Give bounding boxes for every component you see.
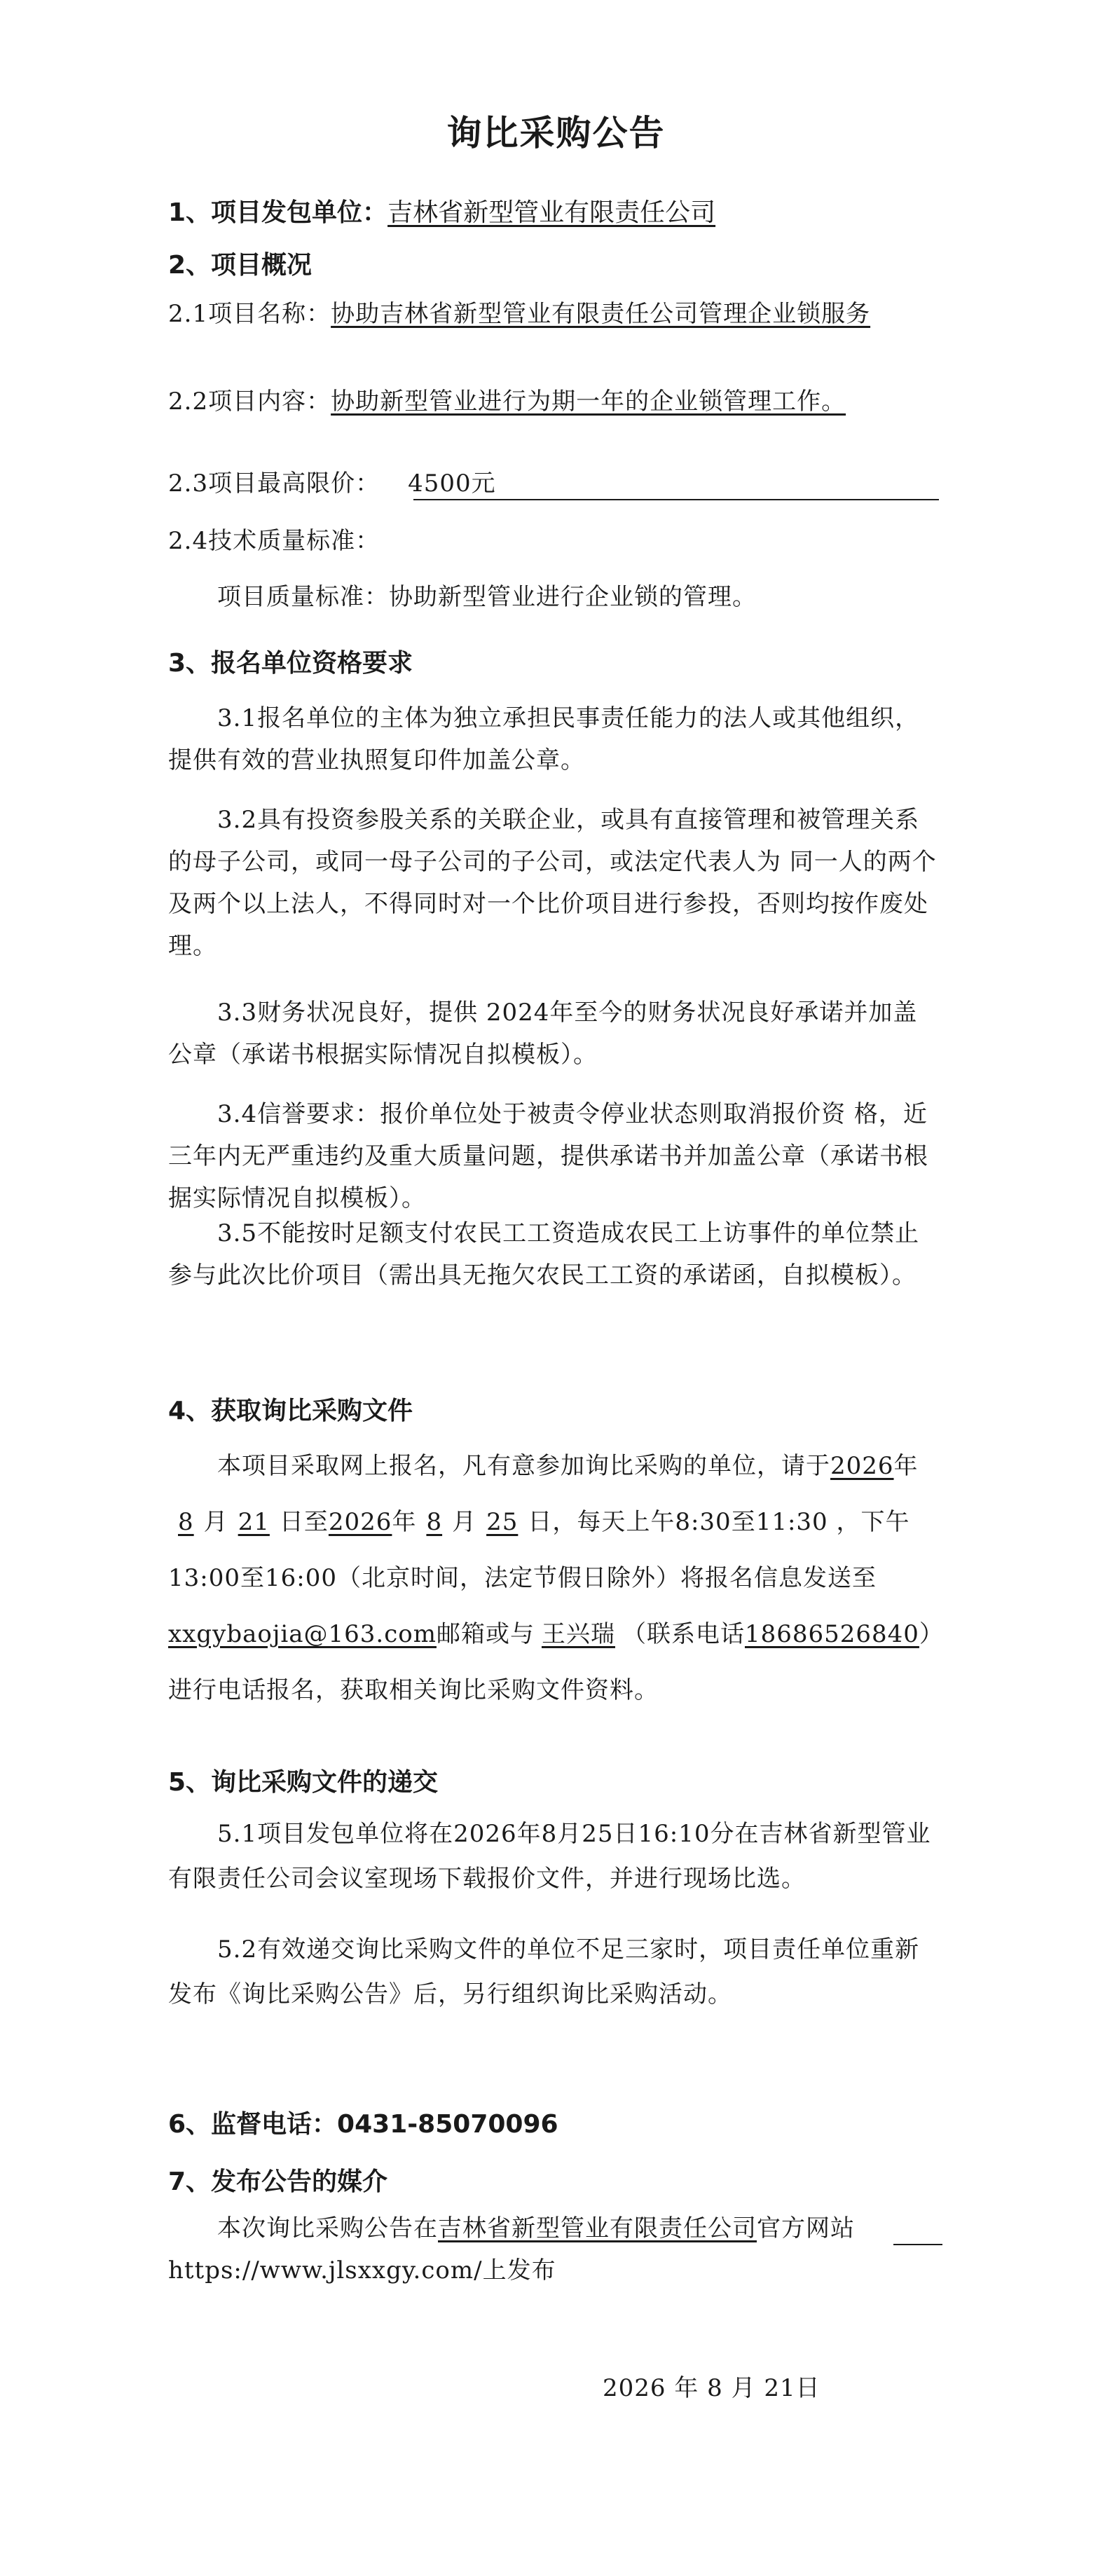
obtain-text-7: 日，每天上午8:30至11:30 ，下午13:00至16:00（北京时间，法定节假日除外）将报名信息发送至 <box>168 1508 910 1592</box>
obtain-docs-paragraph <box>168 1438 939 1718</box>
project-content-label: 2.2项目内容： <box>168 388 331 416</box>
end-month: 8 <box>426 1508 443 1536</box>
section-2-heading: 2、项目概况 <box>168 251 313 280</box>
end-year: 2026 <box>328 1508 392 1536</box>
tech-standard-text: 项目质量标准：协助新型管业进行企业锁的管理。 <box>217 583 757 611</box>
notice-date: 2026 年 8 月 21日 <box>603 2374 821 2402</box>
price-underline <box>413 499 939 500</box>
project-price-label: 2.3项目最高限价： <box>168 470 380 498</box>
qualification-3-5: 3.5不能按时足额支付农民工工资造成农民工上访事件的单位禁止参与此次比价项目（需出具无拖欠农民工工资的承诺函，自拟模板）。 <box>168 1219 920 1289</box>
qualification-3-3: 3.3财务状况良好，提供 2024年至今的财务状况良好承诺并加盖公章（承诺书根据实际情况自拟模板）。 <box>168 999 918 1069</box>
qualification-3-2: 3.2具有投资参股关系的关联企业，或具有直接管理和被管理关系的母子公司，或同一母子公司的子公司，或法定代表人为 同一人的两个及两个以上法人，不得同时对一个比价项目进行参投，否则均按作废处理。 <box>168 806 937 960</box>
obtain-text-10: ）进行电话报名，获取相关询比采购文件资料。 <box>168 1620 932 1704</box>
submission-5-1: 5.1项目发包单位将在2026年8月25日16:10分在吉林省新型管业有限责任公司会议室现场下载报价文件，并进行现场比选。 <box>168 1820 931 1893</box>
contracting-unit-value: 吉林省新型管业有限责任公司 <box>387 198 716 227</box>
section-5-heading: 5、询比采购文件的递交 <box>168 1768 439 1797</box>
obtain-text-4: 日至 <box>279 1508 329 1536</box>
media-company: 吉林省新型管业有限责任公司 <box>438 2214 757 2242</box>
section-6-supervision-phone: 6、监督电话：0431-85070096 <box>168 2110 558 2139</box>
media-text-1: 本次询比采购公告在 <box>217 2214 438 2242</box>
project-price-line <box>168 463 939 505</box>
start-year: 2026 <box>830 1452 894 1480</box>
obtain-text-2: 年 <box>893 1452 919 1480</box>
section-7-heading: 7、发布公告的媒介 <box>168 2167 388 2196</box>
obtain-text-1: 本项目采取网上报名，凡有意参加询比采购的单位，请于 <box>217 1452 830 1480</box>
publication-media-paragraph <box>168 2207 939 2291</box>
contact-phone: 18686526840 <box>744 1620 919 1648</box>
section-1-line <box>168 193 715 228</box>
start-month: 8 <box>178 1508 194 1536</box>
project-content-value: 协助新型管业进行为期一年的企业锁管理工作。 <box>331 388 846 416</box>
qualification-3-4: 3.4信誉要求：报价单位处于被责令停业状态则取消报价资 格，近三年内无严重违约及重大质量问题，提供承诺书并加盖公章（承诺书根据实际情况自拟模板）。 <box>168 1100 928 1212</box>
submission-5-2: 5.2有效递交询比采购文件的单位不足三家时，项目责任单位重新发布《询比采购公告》后，另行组织询比采购活动。 <box>168 1936 920 2008</box>
section-4-heading: 4、获取询比采购文件 <box>168 1397 413 1425</box>
section-1-label: 1、项目发包单位： <box>168 198 388 227</box>
section-3-heading: 3、报名单位资格要求 <box>168 649 413 678</box>
end-day: 25 <box>486 1508 519 1536</box>
obtain-text-5: 年 <box>392 1508 417 1536</box>
registration-email: xxgybaojia@163.com <box>168 1620 437 1648</box>
start-day: 21 <box>238 1508 270 1536</box>
obtain-text-3: 月 <box>203 1508 228 1536</box>
obtain-text-9: （联系电话 <box>622 1620 745 1648</box>
obtain-text-8: 邮箱或与 <box>436 1620 535 1648</box>
media-website: 官方网站https://www.jlsxxgy.com/上发布 <box>168 2214 855 2284</box>
obtain-text-6: 月 <box>452 1508 477 1536</box>
media-underline-tail <box>893 2244 942 2245</box>
project-price-value: 4500元 <box>408 470 496 498</box>
tech-standard-label: 2.4技术质量标准： <box>168 527 380 555</box>
project-name-line <box>168 293 939 335</box>
project-content-line <box>168 381 939 423</box>
project-name-label: 2.1项目名称： <box>168 300 331 328</box>
project-name-value: 协助吉林省新型管业有限责任公司管理企业锁服务 <box>331 300 871 328</box>
contact-person: 王兴瑞 <box>541 1620 615 1648</box>
page-title: 询比采购公告 <box>446 113 666 153</box>
qualification-3-1: 3.1报名单位的主体为独立承担民事责任能力的法人或其他组织，提供有效的营业执照复印件加盖公章。 <box>168 704 920 774</box>
